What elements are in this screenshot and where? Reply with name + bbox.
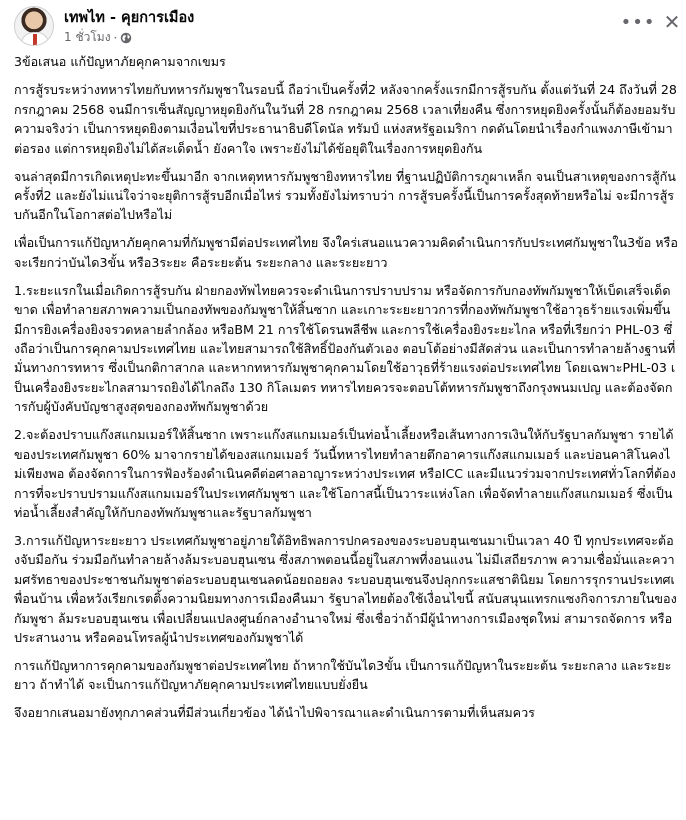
post-paragraph: จนล่าสุดมีการเกิดเหตุปะทะขึ้นมาอีก จากเหตุทหารกัมพูชายิงทหารไทย ที่ฐานปฏิบัติการภูผาเหล็ก จนเป็นสาเหตุของการสู้กันครั้งที่2 และยังไม่แน่ใจว่าจะยุติการสู้รบอีกเมื่อไหร่ รวมทั้งยังไม่ทราบว่า การสู้รบครั้งนี้เป็นการครั้งสุดท้ายหรือไม่ จะมีการสู้รบกันอีกในโอกาสต่อไปหรือไม่ <box>14 168 676 223</box>
post-paragraph: การแก้ปัญหาการคุกคามของกัมพูชาต่อประเทศไทย ถ้าหากใช้บันได3ขั้น เป็นการแก้ปัญหาในระยะต้น ระยะกลาง และระยะยาว ถ้าทำได้ จะเป็นการแก้ปัญหาภัยคุกคามประเทศไทยแบบยั่งยืน <box>14 657 672 693</box>
avatar-tie <box>33 34 37 46</box>
globe-icon[interactable] <box>120 32 132 44</box>
close-icon[interactable]: ✕ <box>663 10 681 34</box>
post-paragraph: จึงอยากเสนอมายังทุกภาคส่วนที่มีส่วนเกี่ยวข้อง ได้นำไปพิจารณาและดำเนินการตามที่เห็นสมควร <box>14 705 535 721</box>
author-avatar[interactable] <box>14 6 54 46</box>
author-name[interactable]: เทพไท - คุยการเมือง <box>64 10 195 26</box>
post-paragraph: 3.การแก้ปัญหาระยะยาว ประเทศกัมพูชาอยู่ภายใต้อิทธิพลการปกครองของระบอบฮุนเซนมาเป็นเวลา 40 ปี ทุกประเทศจะต้องจับมือกัน ร่วมมือกันทำลายล้างล้มระบอบฮุนเซน ซึ่งสภาพตอนนี้อยู่ในสภาพที่งอนแงน ไม่มีเสถียรภาพ ความเชื่อมั่นและความศรัทธาของประชาชนกัมพูชาต่อระบอบฮุนเซนลดน้อยถอยลง ระบอบฮุนเซนจึงปลุกกระแสชาตินิยม โดยการรุกรานประเทศเพื่อนบ้าน เพื่อหวังเรียกเรตติ้งความนิยมทางการเมืองคืนมา รัฐบาลไทยต้องใช้เงื่อนไขนี้ สนับสนุนแทรกแซงกิจการภายในของกัมพูชา ล้มระบอบฮุนเซน เพื่อเปลี่ยนแปลงศูนย์กลางอำนาจใหม่ ซึ่งเชื่อว่าถ้ามีผู้นำทางการเมืองชุดใหม่ สามารถจัดการ หรือประสานงาน หรือคอนโทรลผู้นำประเทศของกัมพูชาได้ <box>14 532 677 645</box>
post-paragraph: 1.ระยะแรกในเมื่อเกิดการสู้รบกัน ฝ่ายกองทัพไทยควรจะดำเนินการปราบปราม หรือจัดการกับกองทัพกัมพูชาให้เบ็ดเสร็จเด็ดขาด เพื่อทำลายสภาพความเป็นกองทัพของกัมพูชาให้สิ้นซาก และเกาะระยะยาวการที่กองทัพกัมพูชาใช้อาวุธร้ายแรงเพิ่มขึ้น มีการยิงเครื่องยิงจรวดหลายลำกล้อง หรือBM 21 การใช้โดรนพลีชีพ และการใช้เครื่องยิงระยะไกล หรือที่เรียกว่า PHL-03 ซึ่งถือว่าเป็นการคุกคามประเทศไทย และไทยสามารถใช้สิทธิ์ป้องกันตัวเอง ตอบโต้อย่างมีสัดส่วน และเป็นการทำลายล้างฐานที่มั่นทางการทหาร ซึ่งเป็นกติกาสากล และหากทหารกัมพูชาคุกคามโดยใช้อาวุธที่ร้ายแรงต่อประเทศไทย โดยเฉพาะPHL-03 เป็นเครื่องยิงระยะไกลสามารถยิงได้ไกลถึง 130 กิโลเมตร ทหารไทยควรจะตอบโต้ทหารกัมพูชาถึงกรุงพนมเปญ และต้องจัดการกับผู้บังคับบัญชาสูงสุดของกองทัพกัมพูชาด้วย <box>14 282 676 415</box>
post-header <box>12 4 681 48</box>
meta-separator: · <box>113 30 118 45</box>
post-body <box>14 52 678 731</box>
post-meta <box>64 28 132 47</box>
more-options-icon[interactable]: ••• <box>620 11 656 33</box>
post-paragraph: การสู้รบระหว่างทหารไทยกับทหารกัมพูชาในรอบนี้ ถือว่าเป็นครั้งที่2 หลังจากครั้งแรกมีการสู้รบกัน ตั้งแต่วันที่ 24 ถึงวันที่ 28 กรกฎาคม 2568 จนมีการเซ็นสัญญาหยุดยิงกันในวันที่ 28 กรกฎาคม 2568 เวลาเที่ยงคืน ซึ่งการหยุดยิงครั้งนั้นก็ต้องยอมรับความจริงว่า เป็นการหยุดยิงตามเงื่อนไขที่ประธานาธิบดีโดนัล ทรัมป์ แห่งสหรัฐอเมริกา กดดันโดยนำเรื่องกำแพงภาษีเข้ามาต่อรอง แต่การหยุดยิงไม่ได้สะเด็ดน้ำ ยังคาใจ เพราะยังไม่ได้ข้อยุติในเรื่องการหยุดยิงกัน <box>14 82 677 156</box>
post-paragraph: 2.จะต้องปราบแก๊งสแกมเมอร์ให้สิ้นซาก เพราะแก๊งสแกมเมอร์เป็นท่อน้ำเลี้ยงหรือเส้นทางการเงินให้กับรัฐบาลกัมพูชา รายได้ของประเทศกัมพูชา 60% มาจากรายได้ของสแกมเมอร์ วันนี้ทหารไทยทำลายตึกอาคารแก๊งสแกมเมอร์ และบ่อนคาสิโนคงไม่เพียงพอ ต้องจัดการในการฟ้องร้องดำเนินคดีต่อศาลอาญาระหว่างประเทศ หรือICC และมีแนวร่วมจากประเทศทั่วโลกที่ต้องการที่จะปราบปรามแก๊งสแกมเมอร์ในประเทศกัมพูชา และใช้โอกาสนี้เป็นวาระแห่งโลก เพื่อจัดทำลายแก๊งสแกมเมอร์ ซึ่งเป็นท่อน้ำเลี้ยงสำคัญให้กับกองทัพกัมพูชาและรัฐบาลกัมพูชา <box>14 427 676 520</box>
post-paragraph: เพื่อเป็นการแก้ปัญหาภัยคุกคามที่กัมพูชามีต่อประเทศไทย จึงใคร่เสนอแนวความคิดดำเนินการกับประเทศกัมพูชาใน3ข้อ หรือจะเรียกว่าบันได3ขั้น หรือ3ระยะ คือระยะต้น ระยะกลาง และระยะยาว <box>14 235 678 270</box>
post-time[interactable]: 1 ชั่วโมง <box>64 30 111 44</box>
post-title: 3ข้อเสนอ แก้ปัญหาภัยคุกคามจากเขมร <box>14 54 226 69</box>
